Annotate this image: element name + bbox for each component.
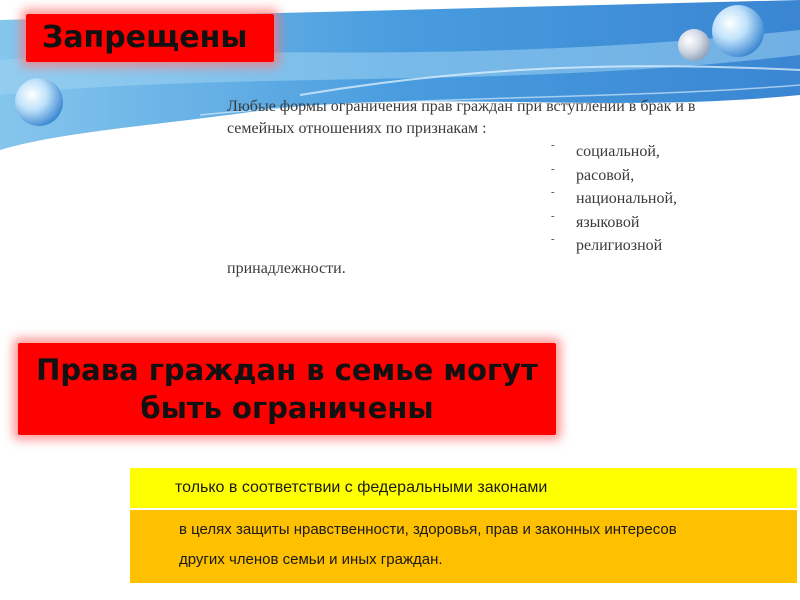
prohibition-intro: Любые формы ограничения прав граждан при вступлении в брак и в семейных отношениях по признакам : — [227, 98, 696, 137]
prohibition-tail: принадлежности. — [227, 259, 346, 277]
rights-heading-box — [18, 343, 556, 435]
title-text: Запрещены — [42, 20, 248, 55]
bubble-left — [15, 78, 63, 126]
list-item: - языковой — [551, 211, 747, 235]
rights-heading-line2: быть ограничены — [140, 391, 434, 425]
list-item: - расовой, — [551, 164, 747, 188]
condition-purpose-line2: других членов семьи и иных граждан. — [179, 551, 443, 568]
bubble-top-right — [712, 5, 764, 57]
rights-heading-line1: Права граждан в семье могут — [36, 353, 538, 387]
condition-law-box — [130, 468, 797, 508]
bubble-small — [678, 29, 710, 61]
prohibition-text — [227, 96, 747, 280]
list-item: - социальной, — [551, 140, 747, 164]
list-item: - национальной, — [551, 187, 747, 211]
condition-purpose-line1: в целях защиты нравственности, здоровья, прав и законных интересов — [179, 521, 677, 538]
condition-purpose-box — [130, 510, 797, 583]
title-box — [26, 14, 274, 62]
prohibition-list — [551, 140, 747, 258]
condition-law-text: только в соответствии с федеральными законами — [175, 479, 548, 496]
list-item: - религиозной — [551, 234, 747, 258]
